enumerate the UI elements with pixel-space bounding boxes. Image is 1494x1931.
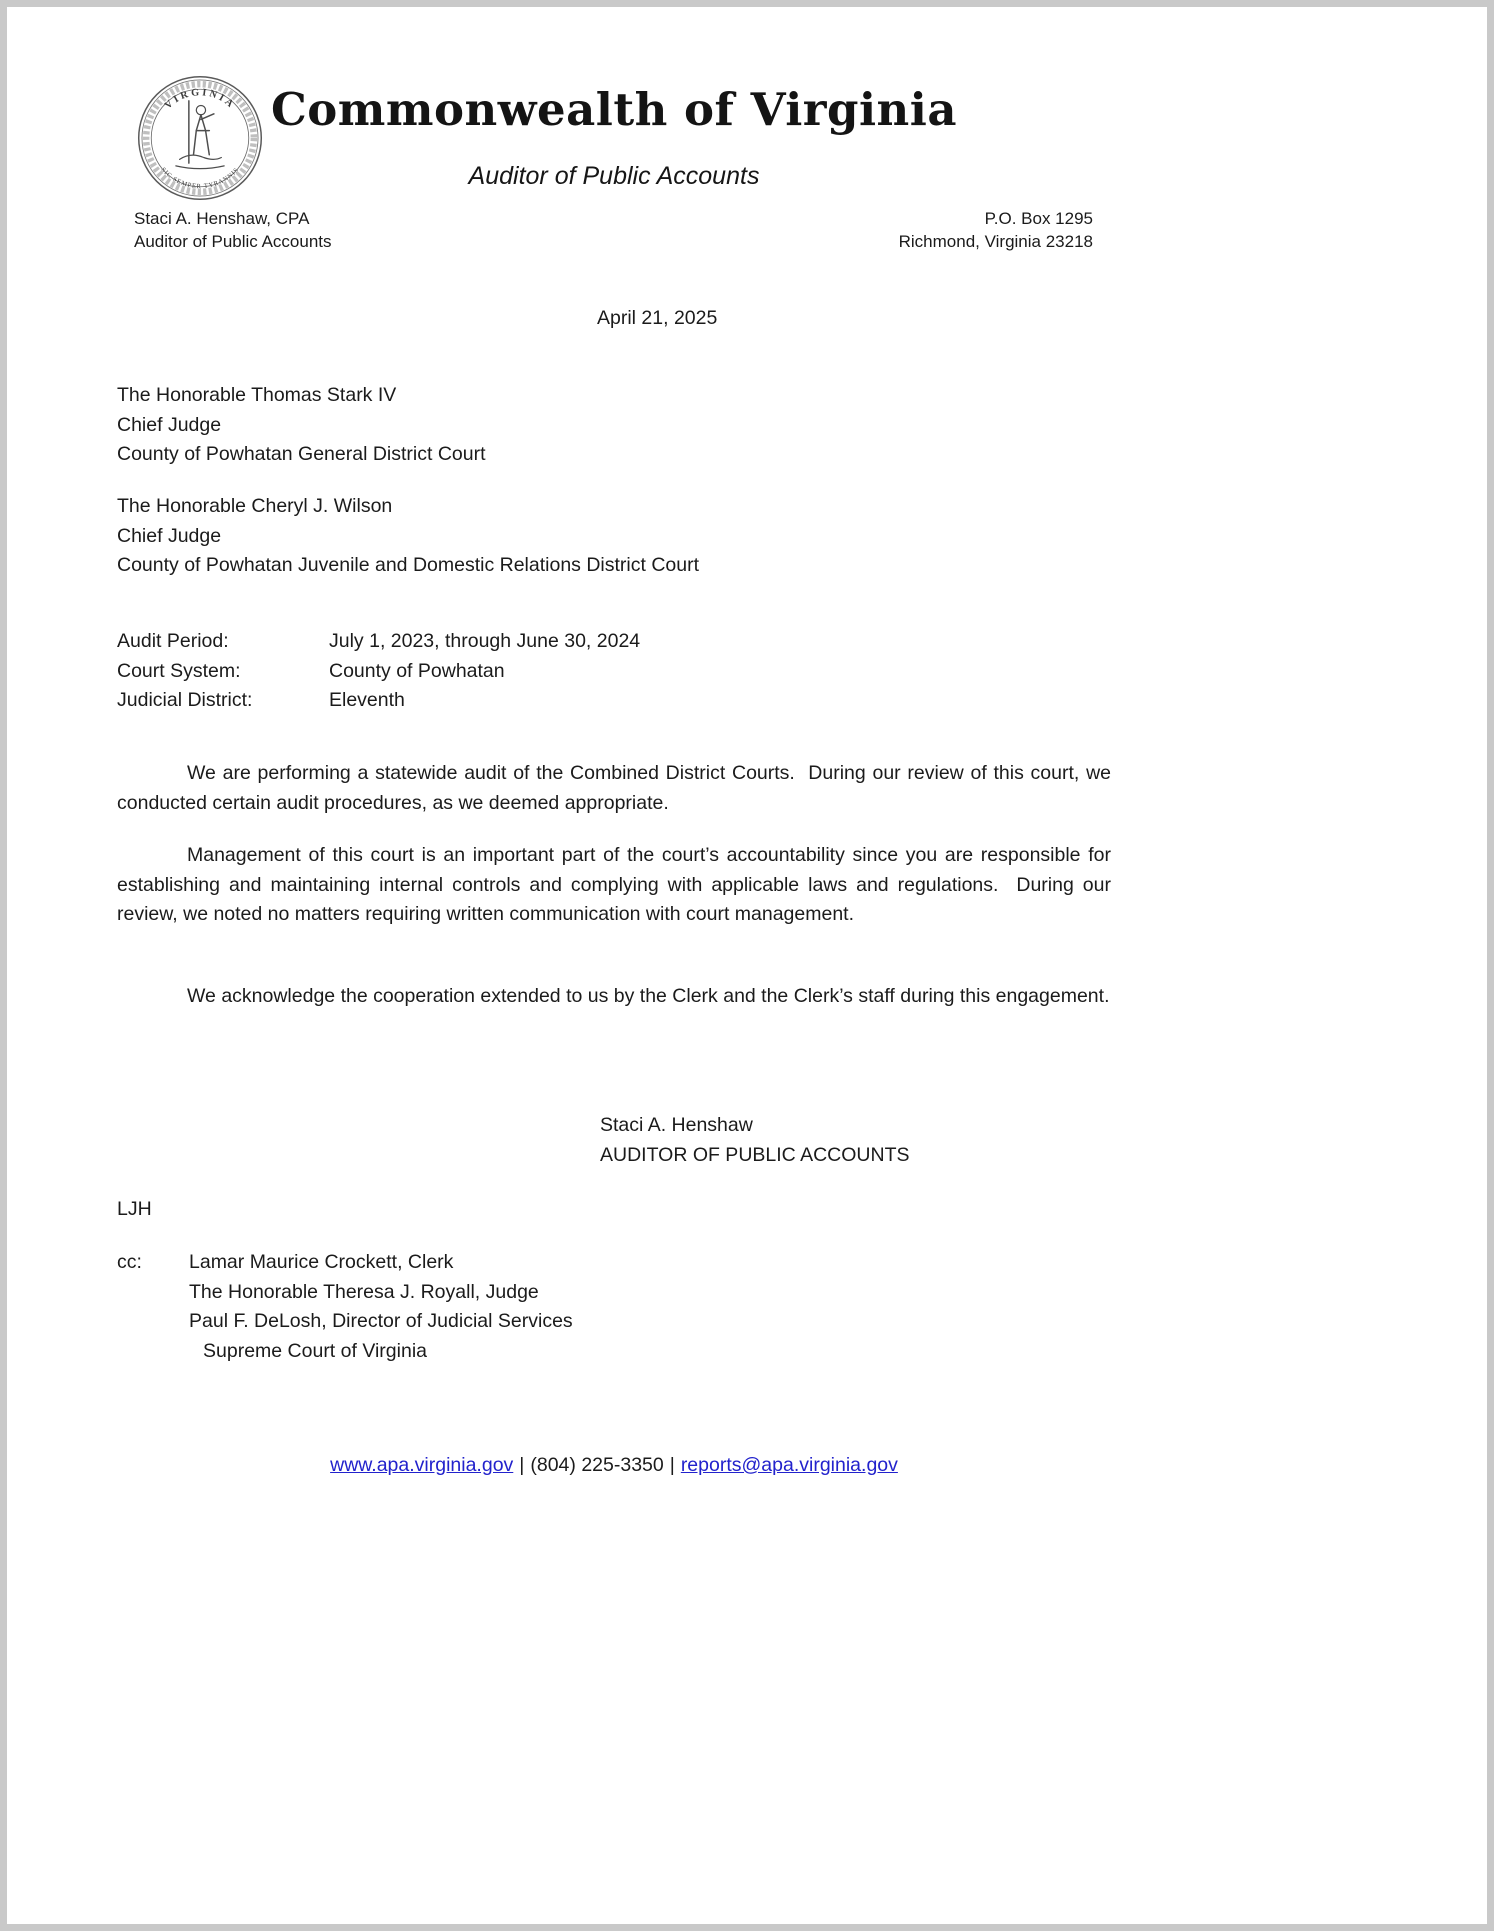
recipient-name: The Honorable Thomas Stark IV (117, 384, 397, 406)
phone-number: (804) 225-3350 (530, 1454, 664, 1476)
recipient-court: County of Powhatan General District Court (117, 443, 486, 465)
letter-date: April 21, 2025 (597, 307, 718, 329)
audit-info-row (117, 627, 640, 657)
audit-info-table (117, 627, 640, 716)
cc-item: Lamar Maurice Crockett, Clerk (189, 1251, 454, 1273)
email-link[interactable]: reports@apa.virginia.gov (680, 1454, 898, 1476)
letterhead-contact-row (117, 207, 1111, 253)
footer-contact-line (117, 1454, 1111, 1477)
cc-list (189, 1248, 573, 1366)
cc-item: The Honorable Theresa J. Royall, Judge (189, 1280, 539, 1303)
audit-info-row (117, 657, 640, 687)
office-address (899, 207, 1111, 253)
footer-separator: | (519, 1454, 525, 1476)
typist-initials: LJH (117, 1198, 152, 1220)
svg-text:VIRGINIA: VIRGINIA (162, 87, 238, 112)
court-system-value: County of Powhatan (329, 659, 505, 682)
address-city: Richmond, Virginia 23218 (898, 232, 1093, 251)
recipient-court: County of Powhatan Juvenile and Domestic Relations District Court (117, 554, 700, 576)
signature-name: Staci A. Henshaw (600, 1114, 753, 1136)
letterhead-subtitle: Auditor of Public Accounts (468, 162, 760, 190)
body-paragraph-1: We are performing a statewide audit of the Combined District Courts. During our review of this court, we conducted certain audit procedures, as we deemed appropriate. (117, 762, 1117, 814)
website-link[interactable]: www.apa.virginia.gov (330, 1454, 514, 1476)
letterhead-title: Commonwealth of Virginia (270, 83, 958, 136)
judicial-district-value: Eleventh (329, 689, 405, 711)
recipient-block-2 (117, 492, 699, 581)
audit-period-label: Audit Period: (117, 630, 229, 652)
judicial-district-label: Judicial District: (117, 689, 253, 711)
recipient-block-1 (117, 381, 486, 470)
footer-separator: | (669, 1454, 675, 1476)
cc-block (117, 1248, 573, 1366)
court-system-label: Court System: (117, 659, 241, 682)
body-paragraph-3: We acknowledge the cooperation extended to us by the Clerk and the Clerk’s staff during this engagement. (187, 985, 1110, 1007)
cc-label: cc: (117, 1251, 142, 1273)
recipient-title: Chief Judge (117, 524, 222, 547)
auditor-title: Auditor of Public Accounts (134, 232, 332, 251)
recipient-name: The Honorable Cheryl J. Wilson (117, 495, 393, 517)
letter-content (117, 7, 1117, 1924)
cc-item: Paul F. DeLosh, Director of Judicial Services (189, 1310, 573, 1332)
auditor-identity (117, 207, 332, 253)
signature-block (600, 1111, 910, 1170)
svg-text:SIC SEMPER TYRANNIS: SIC SEMPER TYRANNIS (159, 166, 241, 191)
address-po-box: P.O. Box 1295 (984, 209, 1093, 228)
recipient-title: Chief Judge (117, 413, 222, 436)
audit-info-row (117, 686, 640, 716)
cc-item-suborg: Supreme Court of Virginia (203, 1339, 428, 1362)
body-paragraph-2: Management of this court is an important part of the court’s accountability since you are responsible for establishing and maintaining internal controls and complying with applicable laws and regulations. During our review, we noted no matters requiring written communication with court management. (117, 844, 1117, 925)
signature-title: AUDITOR OF PUBLIC ACCOUNTS (600, 1143, 910, 1166)
auditor-name: Staci A. Henshaw, CPA (134, 209, 310, 228)
audit-period-value: July 1, 2023, through June 30, 2024 (329, 630, 641, 652)
